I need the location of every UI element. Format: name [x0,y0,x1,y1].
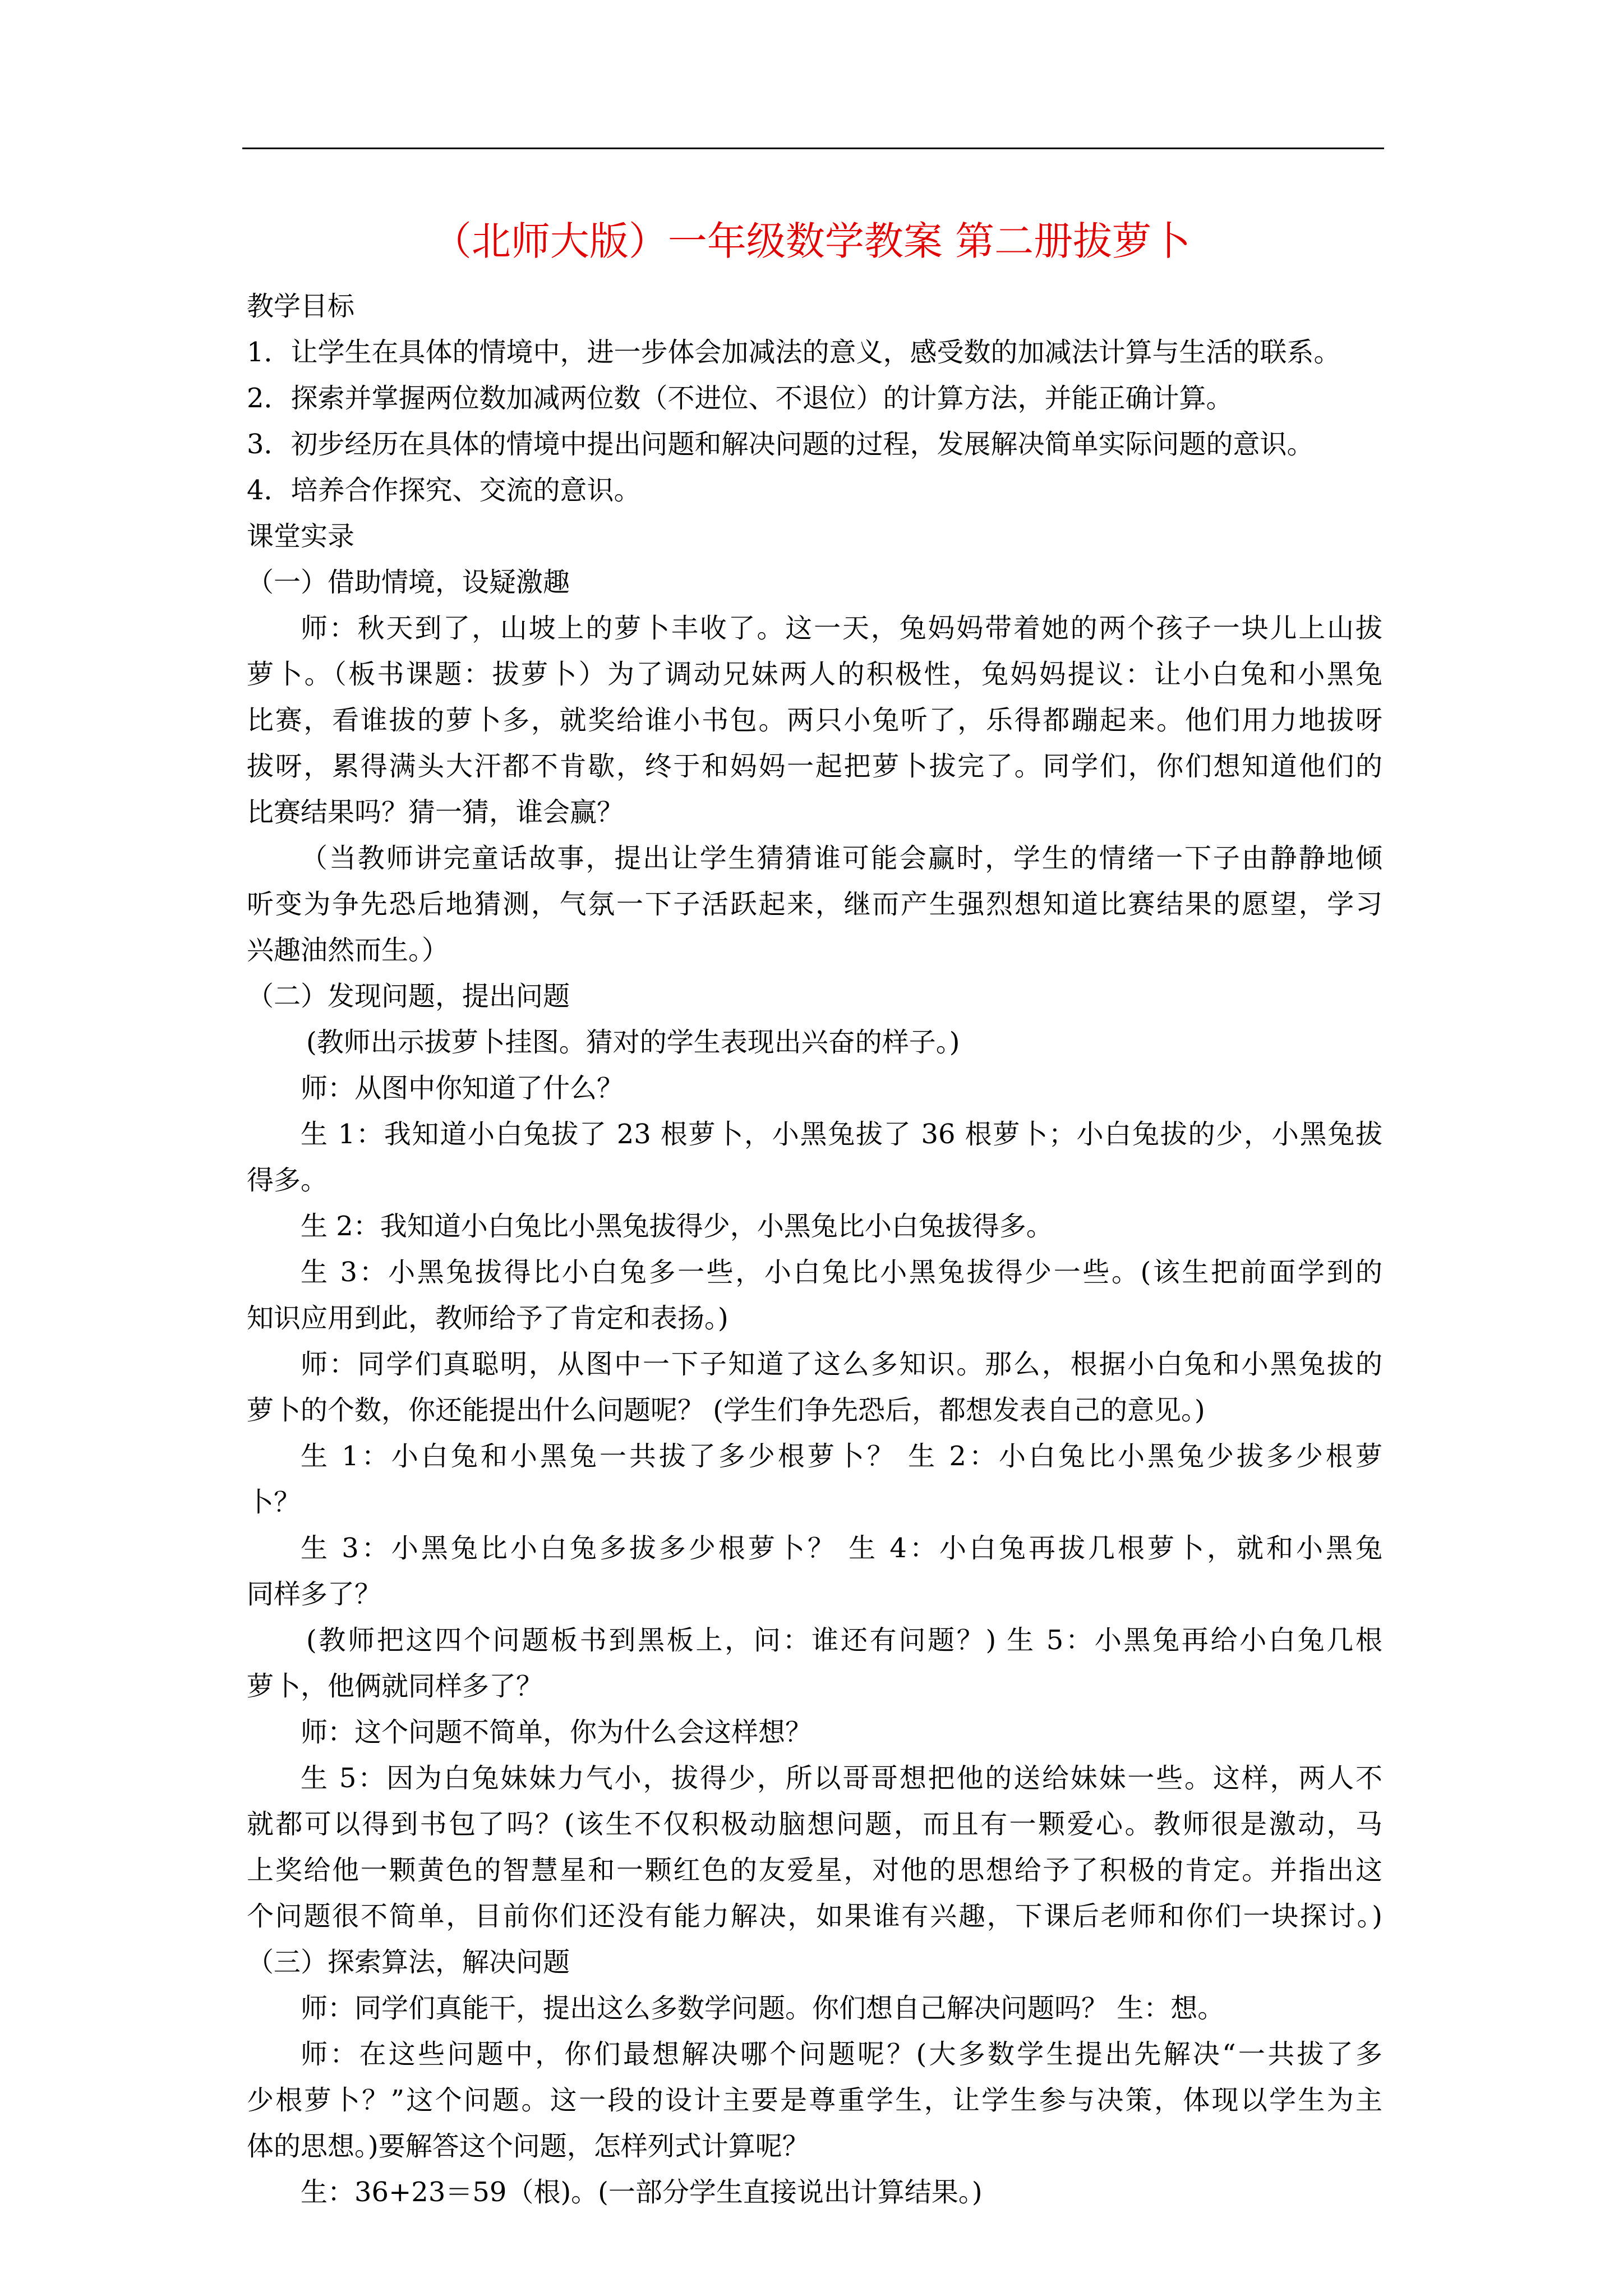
objective-1: 1．让学生在具体的情境中，进一步体会加减法的意义，感受数的加减法计算与生活的联系。 [247,337,1341,368]
paragraph-line: (教师出示拔萝卜挂图。猜对的学生表现出兴奋的样子。) [306,1027,960,1058]
paragraph-line: 同样多了？ [247,1579,382,1610]
objective-2: 2．探索并掌握两位数加减两位数（不进位、不退位）的计算方法，并能正确计算。 [247,383,1233,414]
paragraph-line: 生 3：小黑兔拔得比小白兔多一些，小白兔比小黑兔拔得少一些。(该生把前面学到的 [301,1257,1382,1288]
paragraph-line: 师：从图中你知道了什么？ [301,1073,624,1104]
paragraph-line: 就都可以得到书包了吗？(该生不仅积极动脑想问题，而且有一颗爱心。教师很是激动，马 [247,1809,1382,1840]
paragraph-line: 生 2：我知道小白兔比小黑兔拔得少，小黑兔比小白兔拔得多。 [301,1211,1053,1242]
paragraph-line: 得多。 [247,1165,328,1196]
paragraph-line: 比赛结果吗？猜一猜，谁会赢？ [247,797,624,828]
document-body [247,283,1382,2215]
section-heading-1: （一）借助情境，设疑激趣 [247,567,570,598]
paragraph-line: 萝卜，他俩就同样多了？ [247,1671,543,1702]
paragraph-line: 生 1：我知道小白兔拔了 23 根萝卜，小黑兔拔了 36 根萝卜；小白兔拔的少，小黑兔拔 [301,1119,1382,1150]
paragraph-line: 少根萝卜？”这个问题。这一段的设计主要是尊重学生，让学生参与决策，体现以学生为主 [247,2085,1382,2116]
header-rule [242,148,1384,149]
paragraph-line: 卜？ [247,1487,301,1518]
paragraph-line: 生：36+23＝59（根)。(一部分学生直接说出计算结果。) [301,2177,983,2208]
document-title: （北师大版）一年级数学教案 第二册拔萝卜 [432,218,1191,264]
objective-4: 4．培养合作探究、交流的意识。 [247,475,641,506]
paragraph-line: （当教师讲完童话故事，提出让学生猜猜谁可能会赢时，学生的情绪一下子由静静地倾 [301,843,1382,874]
section-heading-2: （二）发现问题，提出问题 [247,981,570,1012]
heading-teaching-objectives: 教学目标 [247,291,355,322]
paragraph-line: 个问题很不简单，目前你们还没有能力解决，如果谁有兴趣，下课后老师和你们一块探讨。) [247,1901,1382,1932]
paragraph-line: 听变为争先恐后地猜测，气氛一下子活跃起来，继而产生强烈想知道比赛结果的愿望，学习 [247,889,1382,920]
paragraph-line: 知识应用到此，教师给予了肯定和表扬。) [247,1303,728,1334]
paragraph-line: 生 3：小黑兔比小白兔多拔多少根萝卜？ 生 4：小白兔再拔几根萝卜，就和小黑兔 [301,1533,1382,1564]
paragraph-line: 萝卜。（板书课题：拔萝卜）为了调动兄妹两人的积极性，兔妈妈提议：让小白兔和小黑兔 [247,659,1382,690]
objective-3: 3．初步经历在具体的情境中提出问题和解决问题的过程，发展解决简单实际问题的意识。 [247,429,1314,460]
paragraph-line: 生 1：小白兔和小黑兔一共拔了多少根萝卜？ 生 2：小白兔比小黑兔少拔多少根萝 [301,1441,1382,1472]
paragraph-line: 师：在这些问题中，你们最想解决哪个问题呢？(大多数学生提出先解决“一共拔了多 [301,2039,1382,2070]
paragraph-line: (教师把这四个问题板书到黑板上，问：谁还有问题？) 生 5：小黑兔再给小白兔几根 [306,1625,1382,1656]
paragraph-line: 体的思想。)要解答这个问题，怎样列式计算呢？ [247,2131,809,2162]
paragraph-line: 拔呀，累得满头大汗都不肯歇，终于和妈妈一起把萝卜拔完了。同学们，你们想知道他们的 [247,751,1382,782]
paragraph-line: 生 5：因为白兔妹妹力气小，拔得少，所以哥哥想把他的送给妹妹一些。这样，两人不 [301,1763,1382,1794]
paragraph-line: 比赛，看谁拔的萝卜多，就奖给谁小书包。两只小兔听了，乐得都蹦起来。他们用力地拔呀 [247,705,1382,736]
paragraph-line: 萝卜的个数，你还能提出什么问题呢？ (学生们争先恐后，都想发表自己的意见。) [247,1395,1205,1426]
paragraph-line: 师：同学们真能干，提出这么多数学问题。你们想自己解决问题吗？ 生：想。 [301,1993,1225,2024]
paragraph-line: 兴趣油然而生。） [247,935,449,966]
paragraph-line: 上奖给他一颗黄色的智慧星和一颗红色的友爱星，对他的思想给予了积极的肯定。并指出这 [247,1855,1382,1886]
paragraph-line: 师：同学们真聪明，从图中一下子知道了这么多知识。那么，根据小白兔和小黑兔拔的 [301,1349,1382,1380]
paragraph-line: 师：这个问题不简单，你为什么会这样想？ [301,1717,813,1748]
paragraph-line: 师：秋天到了，山坡上的萝卜丰收了。这一天，兔妈妈带着她的两个孩子一块儿上山拔 [301,613,1382,644]
heading-classroom-record: 课堂实录 [247,521,355,552]
section-heading-3: （三）探索算法，解决问题 [247,1947,570,1978]
